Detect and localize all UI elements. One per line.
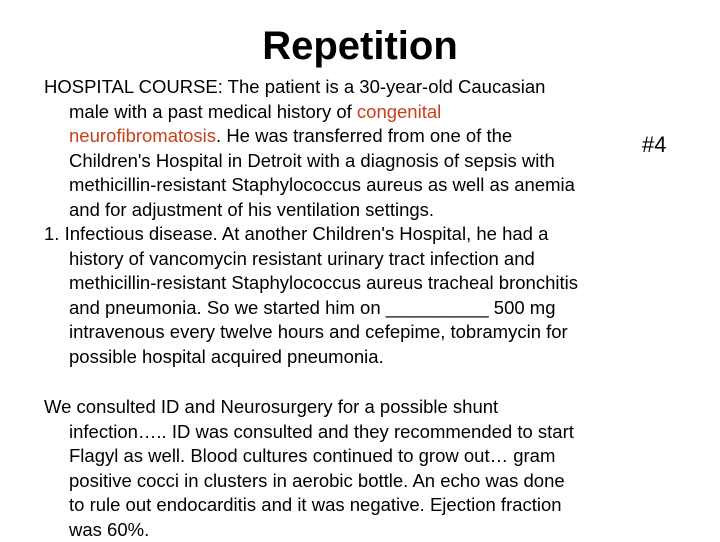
text-line: was 60%. xyxy=(44,518,644,542)
text-segment: male with a past medical history of xyxy=(69,101,357,122)
infectious-disease-item xyxy=(44,222,644,369)
text-line xyxy=(44,124,644,149)
consult-paragraph xyxy=(44,395,644,542)
highlighted-term: congenital xyxy=(357,101,441,122)
text-line: and pneumonia. So we started him on __________ 500 mg xyxy=(44,296,644,321)
text-line: Children's Hospital in Detroit with a diagnosis of sepsis with xyxy=(44,149,644,174)
text-line: positive cocci in clusters in aerobic bottle. An echo was done xyxy=(44,469,644,494)
slide-number-tag: #4 xyxy=(642,131,666,159)
text-line: history of vancomycin resistant urinary tract infection and xyxy=(44,247,644,272)
slide-title: Repetition xyxy=(0,22,720,70)
text-line: We consulted ID and Neurosurgery for a possible shunt xyxy=(44,395,644,420)
text-line: and for adjustment of his ventilation settings. xyxy=(44,198,644,223)
text-line: methicillin-resistant Staphylococcus aureus as well as anemia xyxy=(44,173,644,198)
text-line: HOSPITAL COURSE: The patient is a 30-year-old Caucasian xyxy=(44,75,644,100)
text-segment: . He was transferred from one of the xyxy=(216,125,512,146)
highlighted-term: neurofibromatosis xyxy=(69,125,216,146)
text-line: infection….. ID was consulted and they recommended to start xyxy=(44,420,644,445)
text-line: methicillin-resistant Staphylococcus aureus tracheal bronchitis xyxy=(44,271,644,296)
text-line xyxy=(44,100,644,125)
hospital-course-paragraph xyxy=(44,75,644,222)
paragraph-spacer xyxy=(44,369,644,395)
text-line: Flagyl as well. Blood cultures continued to grow out… gram xyxy=(44,444,644,469)
text-line: 1. Infectious disease. At another Children's Hospital, he had a xyxy=(44,222,644,247)
slide-content xyxy=(44,75,644,542)
text-line: possible hospital acquired pneumonia. xyxy=(44,345,644,370)
text-line: intravenous every twelve hours and cefepime, tobramycin for xyxy=(44,320,644,345)
text-line: to rule out endocarditis and it was negative. Ejection fraction xyxy=(44,493,644,518)
